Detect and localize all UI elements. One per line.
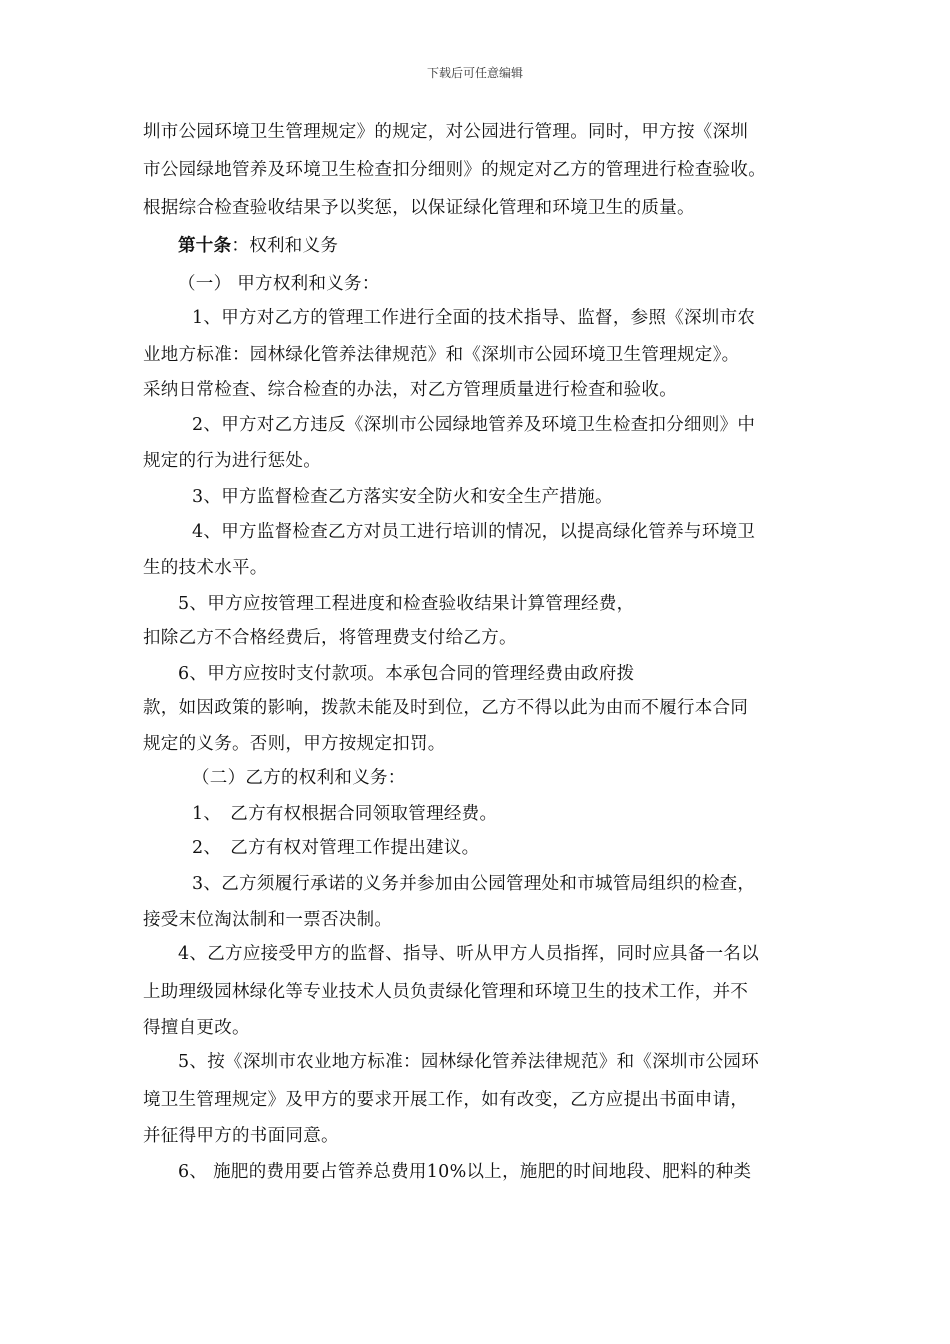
body-line: 规定的义务。否则，甲方按规定扣罚。: [143, 734, 446, 754]
body-line: 境卫生管理规定》及甲方的要求开展工作，如有改变，乙方应提出书面申请，: [143, 1090, 749, 1110]
body-line: 根据综合检查验收结果予以奖惩，以保证绿化管理和环境卫生的质量。: [143, 198, 695, 218]
body-line: 1、 乙方有权根据合同领取管理经费。: [192, 804, 498, 824]
body-line: 3、甲方监督检查乙方落实安全防火和安全生产措施。: [192, 487, 613, 507]
article-heading: [178, 238, 338, 256]
body-line: 5、甲方应按管理工程进度和检查验收结果计算管理经费，: [178, 594, 635, 614]
body-line: 6、 施肥的费用要占管养总费用10%以上，施肥的时间地段、肥料的种类: [178, 1162, 752, 1182]
body-line: 1、甲方对乙方的管理工作进行全面的技术指导、监督，参照《深圳市农: [192, 308, 756, 328]
body-line: 2、 乙方有权对管理工作提出建议。: [192, 838, 480, 858]
body-line: 规定的行为进行惩处。: [143, 451, 321, 471]
section-heading: （二）乙方的权利和义务：: [192, 768, 406, 788]
body-line: 接受末位淘汰制和一票否决制。: [143, 910, 393, 930]
page-header: 下载后可任意编辑: [426, 66, 523, 80]
body-line: 5、按《深圳市农业地方标准：园林绿化管养法律规范》和《深圳市公园环: [178, 1052, 760, 1072]
body-line: 圳市公园环境卫生管理规定》的规定，对公园进行管理。同时，甲方按《深圳: [143, 122, 749, 142]
body-line: 4、甲方监督检查乙方对员工进行培训的情况，以提高绿化管养与环境卫: [192, 522, 756, 542]
body-line: 3、乙方须履行承诺的义务并参加由公园管理处和市城管局组织的检查，: [192, 874, 756, 894]
body-line: 款，如因政策的影响，拨款未能及时到位，乙方不得以此为由而不履行本合同: [143, 698, 749, 718]
article-title: 第十条: [178, 236, 232, 256]
body-line: 并征得甲方的书面同意。: [143, 1126, 339, 1146]
body-line: 市公园绿地管养及环境卫生检查扣分细则》的规定对乙方的管理进行检查验收。: [143, 160, 766, 180]
body-line: 6、甲方应按时支付款项。本承包合同的管理经费由政府拨: [178, 664, 635, 684]
body-line: 2、甲方对乙方违反《深圳市公园绿地管养及环境卫生检查扣分细则》中: [192, 415, 756, 435]
body-line: 上助理级园林绿化等专业技术人员负责绿化管理和环境卫生的技术工作，并不: [143, 982, 749, 1002]
body-line: 得擅自更改。: [143, 1018, 250, 1038]
body-line: 4、乙方应接受甲方的监督、指导、听从甲方人员指挥，同时应具备一名以: [178, 944, 760, 964]
body-line: 生的技术水平。: [143, 558, 268, 578]
body-line: 扣除乙方不合格经费后，将管理费支付给乙方。: [143, 628, 517, 648]
section-heading: （一） 甲方权利和义务：: [178, 274, 380, 294]
body-line: 采纳日常检查、综合检查的办法，对乙方管理质量进行检查和验收。: [143, 380, 677, 400]
article-subtitle: ：权利和义务: [231, 236, 339, 256]
body-line: 业地方标准：园林绿化管养法律规范》和《深圳市公园环境卫生管理规定》。: [143, 345, 740, 365]
